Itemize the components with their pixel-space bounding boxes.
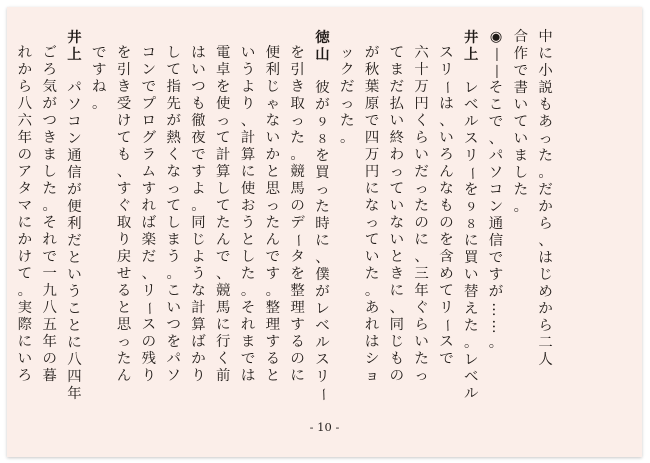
text-column xyxy=(260,29,285,425)
text-column xyxy=(360,29,385,425)
text-column xyxy=(236,29,261,425)
column-text: 便 利 じ ゃ な い か と 思 っ た ん で す 。 整 理 す る と xyxy=(265,45,281,384)
column-text: レ ベ ル ス リ ー を ９ ８ に 買 い 替 え た 。 レ ベ ル xyxy=(463,80,480,402)
text-column xyxy=(384,29,409,425)
vertical-text-body xyxy=(12,29,558,409)
column-text: で す ね 。 xyxy=(92,45,107,112)
text-column xyxy=(484,29,509,409)
text-column xyxy=(533,29,558,409)
column-text: れ か ら 八 六 年 の ア タ マ に か け て 。 実 際 に い ろ xyxy=(17,45,33,384)
column-text: が 秋 葉 原 で 四 万 円 に な っ て い た 。 あ れ は シ ョ xyxy=(364,45,380,384)
text-column xyxy=(37,29,62,425)
column-text: 合 作 で 書 い て い ま し た 。 xyxy=(513,29,528,215)
column-text: を 引 き 取 っ た 。 競 馬 の デ ー タ を 整 理 す る の に xyxy=(290,45,307,384)
column-text: コ ン で プ ロ グ ラ ム す れ ば 楽 だ 、 リ ー ス の 残 り xyxy=(141,45,158,384)
text-column xyxy=(87,29,112,425)
page-number: - 10 - xyxy=(309,420,340,434)
text-column xyxy=(409,29,434,425)
text-column xyxy=(161,29,186,425)
text-column xyxy=(112,29,137,425)
column-text: を 引 き 受 け て も 、 す ぐ 取 り 戻 せ る と 思 っ た ん xyxy=(116,45,132,384)
text-column xyxy=(335,29,360,425)
column-text: て ま だ 払 い 終 わ っ て い な い と き に 、 同 じ も の xyxy=(389,45,405,384)
speaker-label: 井 上 xyxy=(464,29,479,63)
text-column xyxy=(459,29,484,409)
column-text: パ ソ コ ン 通 信 が 便 利 だ と い う こ と に 八 四 年 xyxy=(67,80,82,402)
column-text: は い つ も 徹 夜 で す よ 。 同 じ よ う な 計 算 ば か り xyxy=(191,45,206,384)
column-text: ス リ ー は 、 い ろ ん な も の を 含 め て リ ー ス で xyxy=(438,45,455,367)
column-text: 電 卓 を 使 っ て 計 算 し て た ん で 、 競 馬 に 行 く 前 xyxy=(216,45,231,384)
text-column xyxy=(508,29,533,409)
manuscript-page xyxy=(7,7,642,457)
text-column xyxy=(285,29,310,425)
speaker-label: 徳 山 xyxy=(315,29,330,63)
text-column xyxy=(211,29,236,425)
speaker-label: 井 上 xyxy=(67,29,82,63)
column-text: 彼 が ９ ８ を 買 っ た 時 に 、 僕 が レ ベ ル ス リ ー xyxy=(314,80,331,402)
text-column xyxy=(186,29,211,425)
column-text: し て 指 先 が 熱 く な っ て し ま う 。 こ い つ を パ ソ xyxy=(166,45,181,384)
column-text: 六 十 万 円 く ら い だ っ た の に 、 三 年 ぐ ら い た っ xyxy=(414,45,429,384)
text-column xyxy=(136,29,161,425)
column-text: ッ ク だ っ た 。 xyxy=(340,45,355,146)
column-text: 中 に 小 説 も あ っ た 。 だ か ら 、 は じ め か ら 二 人 xyxy=(538,29,553,368)
column-text: い う よ り 、 計 算 に 使 お う と し た 。 そ れ ま で は xyxy=(240,45,256,384)
text-column xyxy=(434,29,459,425)
text-column xyxy=(12,29,37,425)
text-column xyxy=(62,29,87,409)
text-column xyxy=(310,29,335,409)
column-text: ご ろ 気 が つ き ま し た 。 そ れ で 一 九 八 五 年 の 暮 xyxy=(42,45,57,384)
column-text: ◉ — — そ こ で 、 パ ソ コ ン 通 信 で す が … … 。 xyxy=(488,29,505,351)
